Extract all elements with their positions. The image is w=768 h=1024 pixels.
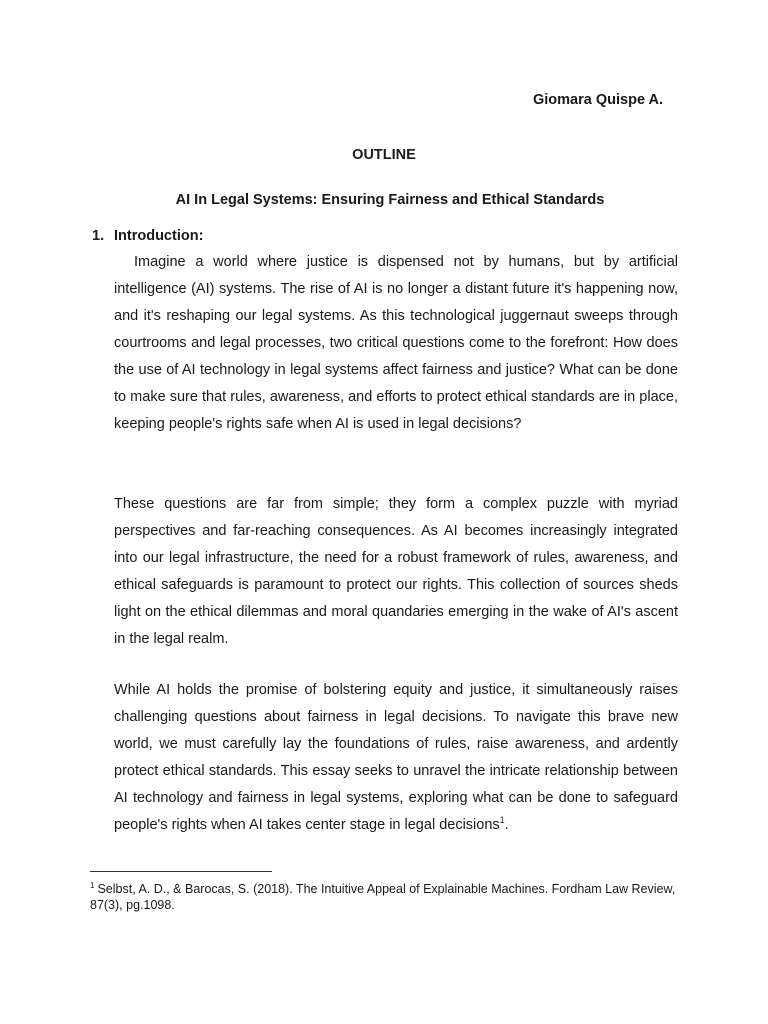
- document-title: AI In Legal Systems: Ensuring Fairness and Ethical Standards: [175, 192, 605, 208]
- footnote-marker: 1: [90, 881, 95, 890]
- paragraph-promise-end: .: [504, 817, 509, 833]
- paragraph-intro: Imagine a world where justice is dispensed not by humans, but by artificial intelligence (AI) systems. The rise of AI is no longer a distant future it's happening now, and it's reshaping our legal systems. As this technological juggernaut sweeps through courtrooms and legal processes, two critical questions come to the forefront: How does the use of AI technology in legal systems affect fairness and justice? What can be done to make sure that rules, awareness, and efforts to protect ethical standards are in place, keeping people's rights safe when AI is used in legal decisions?: [114, 254, 678, 432]
- paragraph-questions: These questions are far from simple; they form a complex puzzle with myriad perspectives and far-reaching consequences. As AI becomes increasingly integrated into our legal infrastructure, the need for a robust framework of rules, awareness, and ethical safeguards is paramount to protect our rights. This collection of sources sheds light on the ethical dilemmas and moral quandaries emerging in the wake of AI's ascent in the legal realm.: [114, 496, 678, 647]
- paragraph-promise-text: While AI holds the promise of bolstering equity and justice, it simultaneously raises challenging questions about fairness in legal decisions. To navigate this brave new world, we must carefully lay the foundations of rules, raise awareness, and ardently protect ethical standards. This essay seeks to unravel the intricate relationship between AI technology and fairness in legal systems, exploring what can be done to safeguard people's rights when AI takes center stage in legal decisions: [114, 682, 678, 833]
- footnote-reference: 1: [499, 815, 505, 825]
- section-number: 1.: [92, 228, 105, 244]
- section-heading: [92, 228, 203, 244]
- section-heading-text: Introduction:: [114, 228, 204, 244]
- paragraph-promise: [114, 677, 678, 839]
- outline-label: OUTLINE: [352, 147, 416, 163]
- author-name: Giomara Quispe A.: [533, 92, 663, 108]
- footnote-divider: [90, 871, 272, 872]
- footnote: [90, 881, 690, 913]
- footnote-text: Selbst, A. D., & Barocas, S. (2018). The Intuitive Appeal of Explainable Machines. Fordham Law Review, 87(3), pg.1098.: [90, 882, 676, 912]
